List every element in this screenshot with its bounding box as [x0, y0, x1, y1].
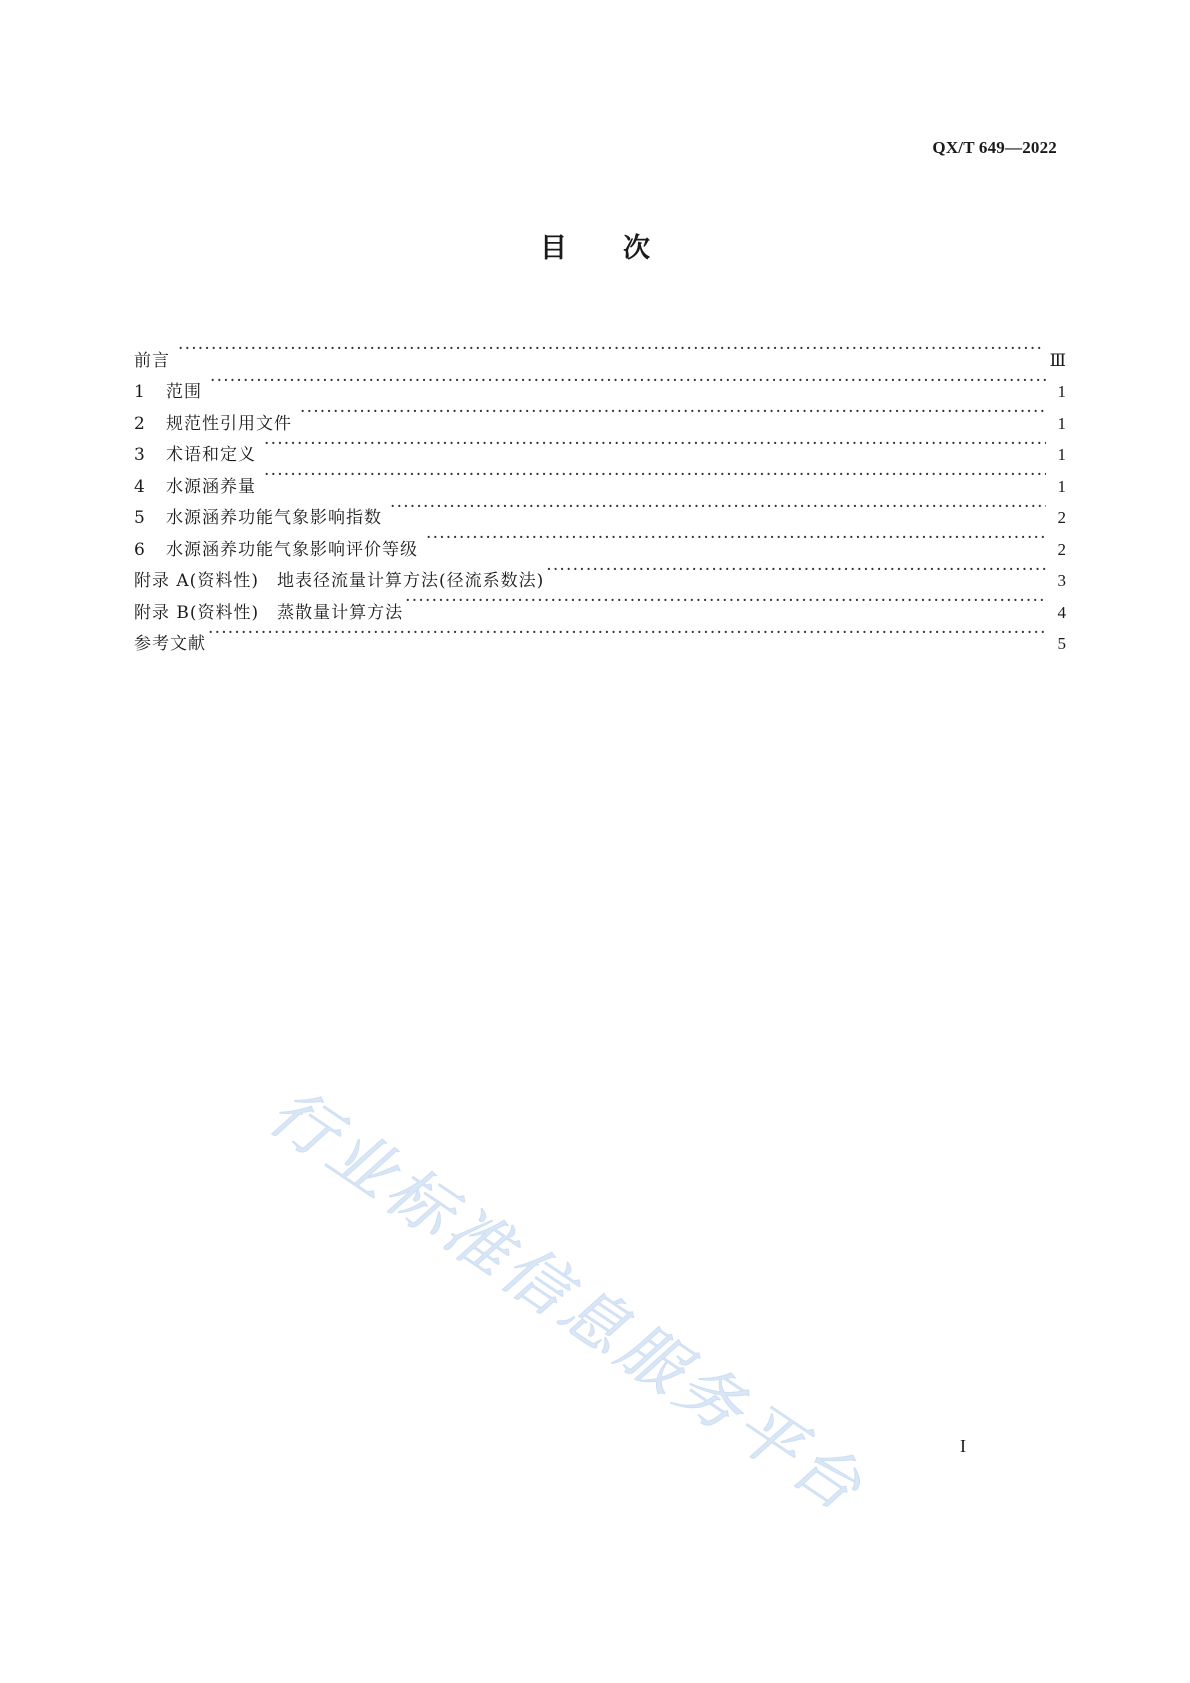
table-of-contents — [134, 334, 1066, 654]
toc-leader-dots — [426, 523, 1046, 555]
document-code: QX/T 649—2022 — [932, 138, 1057, 157]
toc-entry-impact-index[interactable] — [134, 492, 1066, 528]
page-title — [0, 226, 1190, 265]
toc-leader-dots — [264, 429, 1046, 461]
toc-leader-dots — [210, 366, 1046, 398]
toc-entry-number: 2 — [134, 413, 145, 434]
toc-entry-page: Ⅲ — [1049, 350, 1066, 370]
toc-leader-dots — [264, 460, 1046, 492]
watermark: 行业标准信息服务平台 — [255, 1075, 878, 1529]
toc-entry-title: 规范性引用文件 — [166, 413, 292, 434]
toc-entry-page: 4 — [1057, 602, 1066, 622]
toc-entry-title: 附录 A(资料性) 地表径流量计算方法(径流系数法) — [134, 571, 545, 591]
toc-entry-page: 1 — [1057, 476, 1066, 496]
toc-entry-number: 6 — [134, 539, 145, 560]
toc-leader-dots — [300, 397, 1046, 429]
toc-entry-water-conservation[interactable] — [134, 460, 1066, 497]
toc-entry-terms-definitions[interactable] — [134, 429, 1066, 465]
page-title-right: 次 — [623, 233, 650, 264]
toc-entry-page: 2 — [1057, 508, 1066, 527]
toc-entry-page: 1 — [1057, 445, 1066, 464]
toc-entry-foreword[interactable] — [134, 334, 1066, 371]
toc-entry-title: 附录 B(资料性) 蒸散量计算方法 — [134, 602, 404, 623]
toc-entry-page: 1 — [1057, 413, 1066, 433]
toc-entry-scope[interactable] — [134, 366, 1066, 402]
toc-leader-dots — [390, 492, 1046, 524]
toc-entry-title: 水源涵养量 — [166, 476, 256, 497]
toc-entry-page: 3 — [1057, 571, 1066, 590]
toc-entry-number: 4 — [134, 476, 145, 497]
toc-entry-bibliography[interactable] — [134, 618, 1066, 654]
toc-entry-title: 参考文献 — [134, 634, 206, 654]
toc-entry-title: 范围 — [166, 382, 202, 402]
page-title-left: 目 — [540, 233, 567, 264]
toc-leader-dots — [405, 586, 1046, 618]
toc-leader-dots — [208, 618, 1046, 650]
toc-entry-number: 5 — [134, 508, 145, 528]
toc-entry-title: 水源涵养功能气象影响评价等级 — [166, 539, 418, 560]
toc-entry-number: 3 — [134, 445, 145, 465]
toc-entry-page: 5 — [1057, 634, 1066, 653]
toc-leader-dots — [178, 334, 1044, 366]
toc-entry-title: 术语和定义 — [166, 445, 256, 465]
toc-entry-title: 前言 — [134, 350, 170, 371]
toc-entry-title: 水源涵养功能气象影响指数 — [166, 508, 382, 528]
toc-entry-number: 1 — [134, 382, 145, 402]
toc-entry-normative-references[interactable] — [134, 397, 1066, 434]
page-number: I — [960, 1436, 966, 1456]
toc-entry-page: 2 — [1057, 539, 1066, 559]
toc-leader-dots — [546, 555, 1046, 587]
toc-entry-page: 1 — [1057, 382, 1066, 401]
